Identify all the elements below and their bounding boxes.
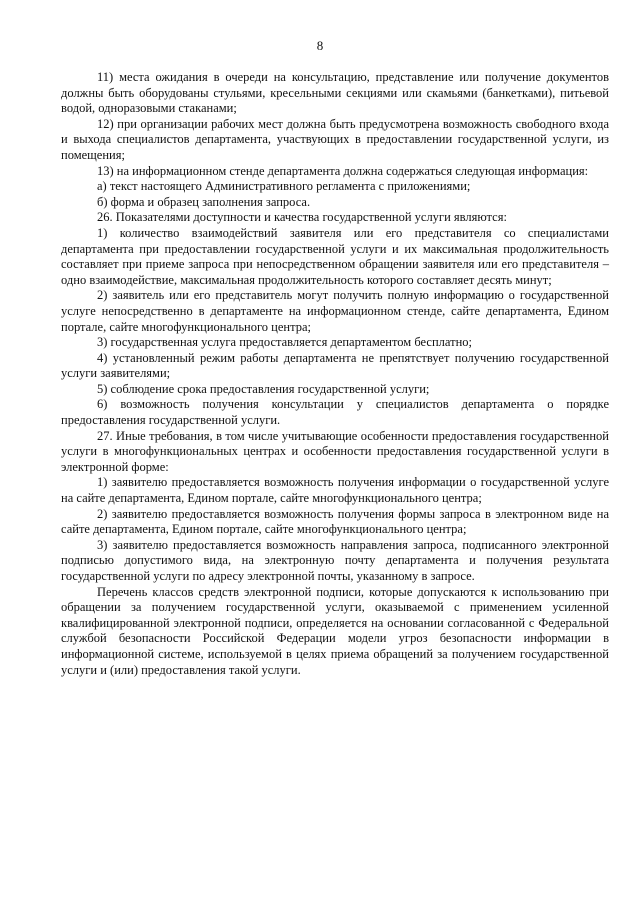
paragraph-26-item-1: 1) количество взаимодействий заявителя или его представителя со специалистами департамента при предоставлении государственной услуги и их максимальная продолжительность составляет при приеме запроса при непосредственном обращении заявителя или его представителя – одно взаимодействие, максимальная продолжительность которого составляет десять минут; bbox=[61, 225, 609, 287]
paragraph-26-item-5: 5) соблюдение срока предоставления государственной услуги; bbox=[97, 381, 430, 396]
paragraph-26-item-4: 4) установленный режим работы департамента не препятствует получению государственной услуги заявителями; bbox=[61, 350, 609, 381]
paragraph-26-item-6: 6) возможность получения консультации у специалистов департамента о порядке предоставления государственной услуги. bbox=[61, 397, 609, 428]
paragraph-subitem-b: б) форма и образец заполнения запроса. bbox=[97, 194, 311, 209]
signature-classes-paragraph: Перечень классов средств электронной подписи, которые допускаются к использованию при обращении за получением государственной услуги, оказываемой с применением усиленной квалифицированной электронной подписи, определяется на основании согласованной с Федеральной службой безопасности Российской Федерации модели угроз безопасности информации в информационной системе, используемой в целях приема обращений за получением государственной услуги и (или) предоставления такой услуги. bbox=[61, 584, 609, 677]
paragraph-27-item-2: 2) заявителю предоставляется возможность получения формы запроса в электронном виде на сайте департамента, Едином портале, сайте многофункционального центра; bbox=[61, 506, 609, 537]
paragraph-27-item-3: 3) заявителю предоставляется возможность направления запроса, подписанного электронной подписью допустимого вида, на электронную почту департамента и получения результата государственной услуги по адресу электронной почты, указанному в запросе. bbox=[61, 537, 609, 583]
document-body bbox=[61, 70, 609, 678]
section-27-heading: 27. Иные требования, в том числе учитывающие особенности предоставления государственной услуги в многофункциональных центрах и особенности предоставления государственной услуги в электронной форме: bbox=[61, 428, 609, 474]
paragraph-27-item-1: 1) заявителю предоставляется возможность получения информации о государственной услуге на сайте департамента, Едином портале, сайте многофункционального центра; bbox=[61, 475, 609, 506]
section-26-heading: 26. Показателями доступности и качества государственной услуги являются: bbox=[97, 210, 507, 225]
paragraph-item-11: 11) места ожидания в очереди на консультацию, представление или получение документов должны быть оборудованы стульями, кресельными секциями или скамьями (банкетками), питьевой водой, одноразовыми стаканами; bbox=[61, 70, 609, 116]
paragraph-item-12: 12) при организации рабочих мест должна быть предусмотрена возможность свободного входа и выхода специалистов департамента, участвующих в предоставлении государственной услуги, из помещения; bbox=[61, 116, 609, 162]
paragraph-item-13: 13) на информационном стенде департамента должна содержаться следующая информация: bbox=[97, 163, 589, 178]
paragraph-subitem-a: а) текст настоящего Административного регламента с приложениями; bbox=[97, 179, 471, 194]
page-number: 8 bbox=[316, 38, 324, 53]
paragraph-26-item-3: 3) государственная услуга предоставляется департаментом бесплатно; bbox=[97, 335, 472, 350]
paragraph-26-item-2: 2) заявитель или его представитель могут получить полную информацию о государственной услуге непосредственно в департаменте на информационном стенде, сайте департамента, Едином портале, сайте многофункционального центра; bbox=[61, 288, 609, 334]
